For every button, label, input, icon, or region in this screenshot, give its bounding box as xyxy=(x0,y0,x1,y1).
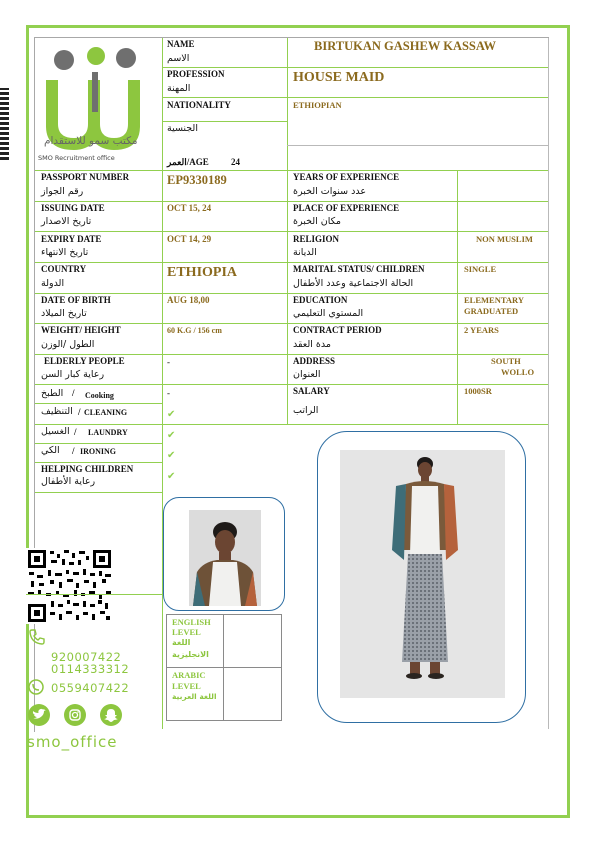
divider xyxy=(35,462,162,463)
logo-text-en: SMO Recruitment office xyxy=(38,154,115,162)
divider xyxy=(287,97,548,98)
religion-value: NON MUSLIM xyxy=(476,234,533,244)
expiry-label-ar: تاريخ الانتهاء xyxy=(41,247,89,258)
divider xyxy=(35,293,548,294)
name-label-ar: الاسم xyxy=(167,53,190,64)
dob-label-ar: تاريخ الميلاد xyxy=(41,308,87,319)
english-label-2: LEVEL xyxy=(172,627,201,637)
wh-value: 60 K.G / 156 cm xyxy=(167,326,222,335)
portrait-frame xyxy=(163,497,285,611)
twitter-icon[interactable] xyxy=(28,704,50,726)
religion-label-ar: الديانة xyxy=(293,247,317,258)
country-label: COUNTRY xyxy=(41,264,87,274)
phone-2: 0114333312 xyxy=(51,662,130,676)
divider xyxy=(457,170,458,424)
education-label: EDUCATION xyxy=(293,295,348,305)
education-value-1: ELEMENTARY xyxy=(464,295,524,305)
address-value-2: WOLLO xyxy=(501,367,535,377)
expiry-value: OCT 14, 29 xyxy=(167,234,212,244)
divider xyxy=(162,424,548,425)
ironing-label-ar: الكي xyxy=(41,445,60,456)
arabic-label-2: LEVEL xyxy=(172,681,201,691)
address-label-ar: العنوان xyxy=(293,369,321,380)
contract-label: CONTRACT PERIOD xyxy=(293,325,382,335)
place-label: PLACE OF EXPERIENCE xyxy=(293,203,400,213)
issuing-label: ISSUING DATE xyxy=(41,203,105,213)
english-label-ar-2: الانجليزية xyxy=(172,650,209,659)
divider xyxy=(287,145,548,146)
salary-label-ar: الراتب xyxy=(293,405,319,416)
cooking-label: Cooking xyxy=(85,391,114,400)
profession-value: HOUSE MAID xyxy=(293,70,385,85)
full-body-frame xyxy=(317,431,526,723)
dob-label: DATE OF BIRTH xyxy=(41,295,111,305)
address-value-1: SOUTH xyxy=(491,356,521,366)
education-value-2: GRADUATED xyxy=(464,306,519,316)
divider xyxy=(35,443,162,444)
name-value: BIRTUKAN GASHEW KASSAW xyxy=(314,39,497,53)
passport-value: EP9330189 xyxy=(167,173,227,187)
age-label: العمر/AGE xyxy=(167,157,209,167)
phone-icon xyxy=(28,628,46,651)
religion-label: RELIGION xyxy=(293,234,340,244)
cooking-label-ar: الطبخ xyxy=(41,388,64,399)
issuing-label-ar: تاريخ الاصدار xyxy=(41,216,92,227)
years-label-ar: عدد سنوات الخبرة xyxy=(293,186,366,197)
language-table xyxy=(166,614,282,721)
divider xyxy=(35,354,548,355)
divider xyxy=(162,97,287,98)
logo-text-ar: مكتب سمو للاستقدام xyxy=(44,135,138,147)
elderly-value: - xyxy=(167,357,170,367)
wh-label-ar: الطول /الوزن xyxy=(41,339,95,350)
marital-label: MARITAL STATUS/ CHILDREN xyxy=(293,264,425,274)
profession-label: PROFESSION xyxy=(167,69,225,79)
expiry-label: EXPIRY DATE xyxy=(41,234,102,244)
divider xyxy=(548,38,549,729)
nationality-value: ETHIOPIAN xyxy=(293,100,342,110)
laundry-label-ar: الغسيل xyxy=(41,426,70,437)
snapchat-icon[interactable] xyxy=(100,704,122,726)
divider xyxy=(35,323,548,324)
address-label: ADDRESS xyxy=(293,356,336,366)
helping-label: HELPING CHILDREN xyxy=(41,464,134,474)
whatsapp-icon xyxy=(27,678,45,701)
divider xyxy=(35,231,548,232)
country-label-ar: الدولة xyxy=(41,278,65,289)
divider xyxy=(26,594,162,595)
passport-label: PASSPORT NUMBER xyxy=(41,172,130,182)
profession-label-ar: المهنة xyxy=(167,83,191,94)
divider xyxy=(35,262,548,263)
english-label-1: ENGLISH xyxy=(172,617,211,627)
divider xyxy=(162,121,287,122)
qr-code-icon xyxy=(26,548,113,624)
years-label: YEARS OF EXPERIENCE xyxy=(293,172,400,182)
helping-check-icon: ✔ xyxy=(167,471,176,482)
wh-label: WEIGHT/ HEIGHT xyxy=(41,325,121,335)
nationality-label-ar: الجنسية xyxy=(167,123,198,134)
elderly-label-ar: رعاية كبار السن xyxy=(41,369,105,380)
full-body-photo xyxy=(340,450,505,698)
education-label-ar: المستوي التعليمي xyxy=(293,308,364,319)
divider xyxy=(162,67,287,68)
arabic-label-1: ARABIC xyxy=(172,670,206,680)
divider xyxy=(35,384,548,385)
salary-label: SALARY xyxy=(293,386,330,396)
divider xyxy=(35,201,548,202)
laundry-label: LAUNDRY xyxy=(88,428,128,437)
salary-value: 1000SR xyxy=(464,386,492,396)
helping-label-ar: رعاية الأطفال xyxy=(41,476,96,487)
divider xyxy=(35,492,162,493)
laundry-check-icon: ✔ xyxy=(167,430,176,441)
elderly-label: ELDERLY PEOPLE xyxy=(44,356,125,366)
name-label: NAME xyxy=(167,39,195,49)
country-value: ETHIOPIA xyxy=(167,265,238,280)
passport-label-ar: رقم الجواز xyxy=(41,186,84,197)
cleaning-label-ar: التنظيف xyxy=(41,406,73,417)
contract-value: 2 YEARS xyxy=(464,325,499,335)
issuing-value: OCT 15, 24 xyxy=(167,203,212,213)
cooking-value: - xyxy=(167,388,170,398)
cleaning-check-icon: ✔ xyxy=(167,409,176,420)
social-handle: smo_office xyxy=(27,733,118,751)
english-label-ar-1: اللغة xyxy=(172,638,191,647)
arabic-label-ar: اللغة العربية xyxy=(172,692,217,701)
ironing-label: IRONING xyxy=(80,447,117,456)
divider xyxy=(35,170,548,171)
contract-label-ar: مدة العقد xyxy=(293,339,331,350)
marital-value: SINGLE xyxy=(464,264,497,274)
marital-label-ar: الحالة الاجتماعية وعدد الأطفال xyxy=(293,278,414,289)
nationality-label: NATIONALITY xyxy=(167,100,231,110)
divider xyxy=(287,67,548,68)
phone-1: 920007422 xyxy=(51,650,122,664)
instagram-icon[interactable] xyxy=(64,704,86,726)
whatsapp-number: 0559407422 xyxy=(51,681,130,695)
ironing-check-icon: ✔ xyxy=(167,450,176,461)
divider xyxy=(35,424,162,425)
qr-code xyxy=(26,548,113,624)
dob-value: AUG 18,00 xyxy=(167,295,210,305)
place-label-ar: مكان الخبرة xyxy=(293,216,341,227)
divider xyxy=(35,403,162,404)
age-value: 24 xyxy=(231,157,240,167)
cleaning-label: CLEANING xyxy=(84,408,128,417)
logo xyxy=(40,42,160,167)
portrait-photo xyxy=(189,510,261,606)
barcode-strip xyxy=(0,88,9,160)
